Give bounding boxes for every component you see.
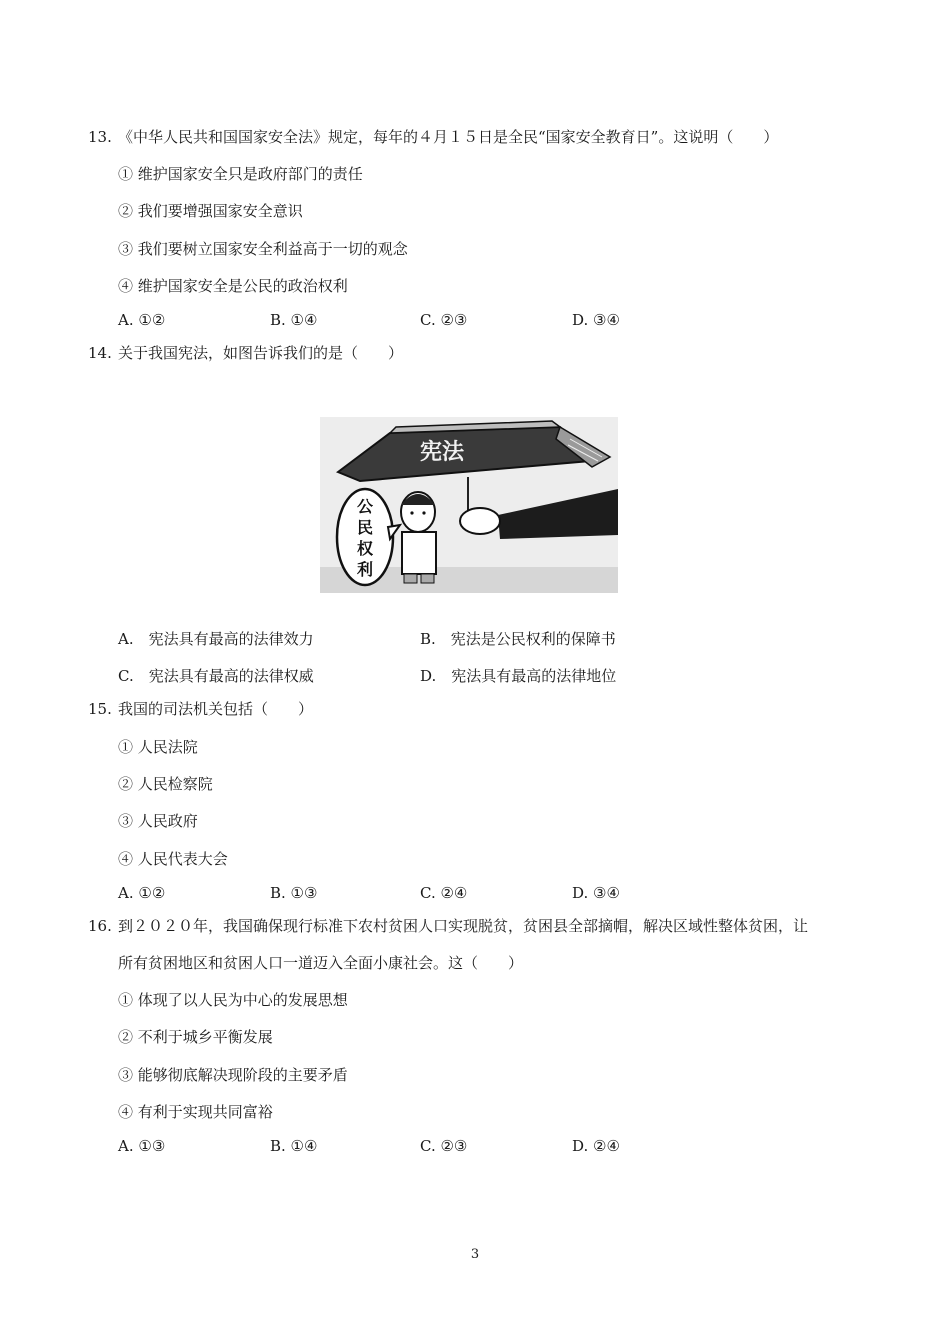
q14-option-a[interactable]: A. 宪法具有最高的法律效力 (118, 630, 314, 648)
q16-statement-3: ③ 能够彻底解决现阶段的主要矛盾 (118, 1066, 348, 1084)
bubble-char-3: 权 (356, 539, 374, 558)
q13-option-a[interactable]: A. ①② (118, 311, 166, 329)
q16-option-d[interactable]: D. ②④ (572, 1137, 620, 1155)
q16-statement-4: ④ 有利于实现共同富裕 (118, 1103, 273, 1121)
q15-statement-1: ① 人民法院 (118, 738, 198, 756)
q15-statement-4: ④ 人民代表大会 (118, 850, 228, 868)
q15-option-b[interactable]: B. ①③ (270, 884, 318, 902)
q15-option-c[interactable]: C. ②④ (420, 884, 468, 902)
q16-stem-line-2: 所有贫困地区和贫困人口一道迈入全面小康社会。这（ ） (118, 954, 524, 972)
q13-statement-2: ② 我们要增强国家安全意识 (118, 202, 303, 220)
q14-option-d[interactable]: D. 宪法具有最高的法律地位 (420, 667, 617, 685)
q16-statement-1: ① 体现了以人民为中心的发展思想 (118, 991, 348, 1009)
q15-stem: 我国的司法机关包括（ ） (118, 700, 314, 718)
book-label: 宪法 (420, 440, 465, 465)
q13-statement-4: ④ 维护国家安全是公民的政治权利 (118, 277, 348, 295)
bubble-char-4: 利 (356, 560, 374, 579)
q13-number: 13. (88, 128, 112, 146)
q16-option-a[interactable]: A. ①③ (118, 1137, 166, 1155)
q14-option-c[interactable]: C. 宪法具有最高的法律权威 (118, 667, 314, 685)
q15-option-a[interactable]: A. ①② (118, 884, 166, 902)
q16-option-b[interactable]: B. ①④ (270, 1137, 318, 1155)
q15-statement-2: ② 人民检察院 (118, 775, 213, 793)
q14-option-b[interactable]: B. 宪法是公民权利的保障书 (420, 630, 616, 648)
q16-option-c[interactable]: C. ②③ (420, 1137, 468, 1155)
constitution-cartoon-image (320, 417, 618, 593)
q14-stem: 关于我国宪法，如图告诉我们的是（ ） (118, 344, 404, 362)
q13-option-c[interactable]: C. ②③ (420, 311, 468, 329)
q13-statement-1: ① 维护国家安全只是政府部门的责任 (118, 165, 363, 183)
page-number: 3 (470, 1247, 480, 1262)
bubble-char-1: 公 (356, 497, 374, 516)
q13-option-d[interactable]: D. ③④ (572, 311, 620, 329)
q15-option-d[interactable]: D. ③④ (572, 884, 620, 902)
q15-number: 15. (88, 700, 112, 718)
bubble-char-2: 民 (356, 518, 374, 537)
q14-number: 14. (88, 344, 112, 362)
q15-statement-3: ③ 人民政府 (118, 812, 198, 830)
q16-number: 16. (88, 917, 112, 935)
q16-statement-2: ② 不利于城乡平衡发展 (118, 1028, 273, 1046)
q13-statement-3: ③ 我们要树立国家安全利益高于一切的观念 (118, 240, 408, 258)
q13-option-b[interactable]: B. ①④ (270, 311, 318, 329)
q16-stem-line-1: 到２０２０年，我国确保现行标准下农村贫困人口实现脱贫，贫困县全部摘帽，解决区域性整体贫困，让 (118, 917, 809, 935)
q13-stem: 《中华人民共和国国家安全法》规定，每年的４月１５日是全民“国家安全教育日”。这说明（ ） (118, 128, 779, 146)
